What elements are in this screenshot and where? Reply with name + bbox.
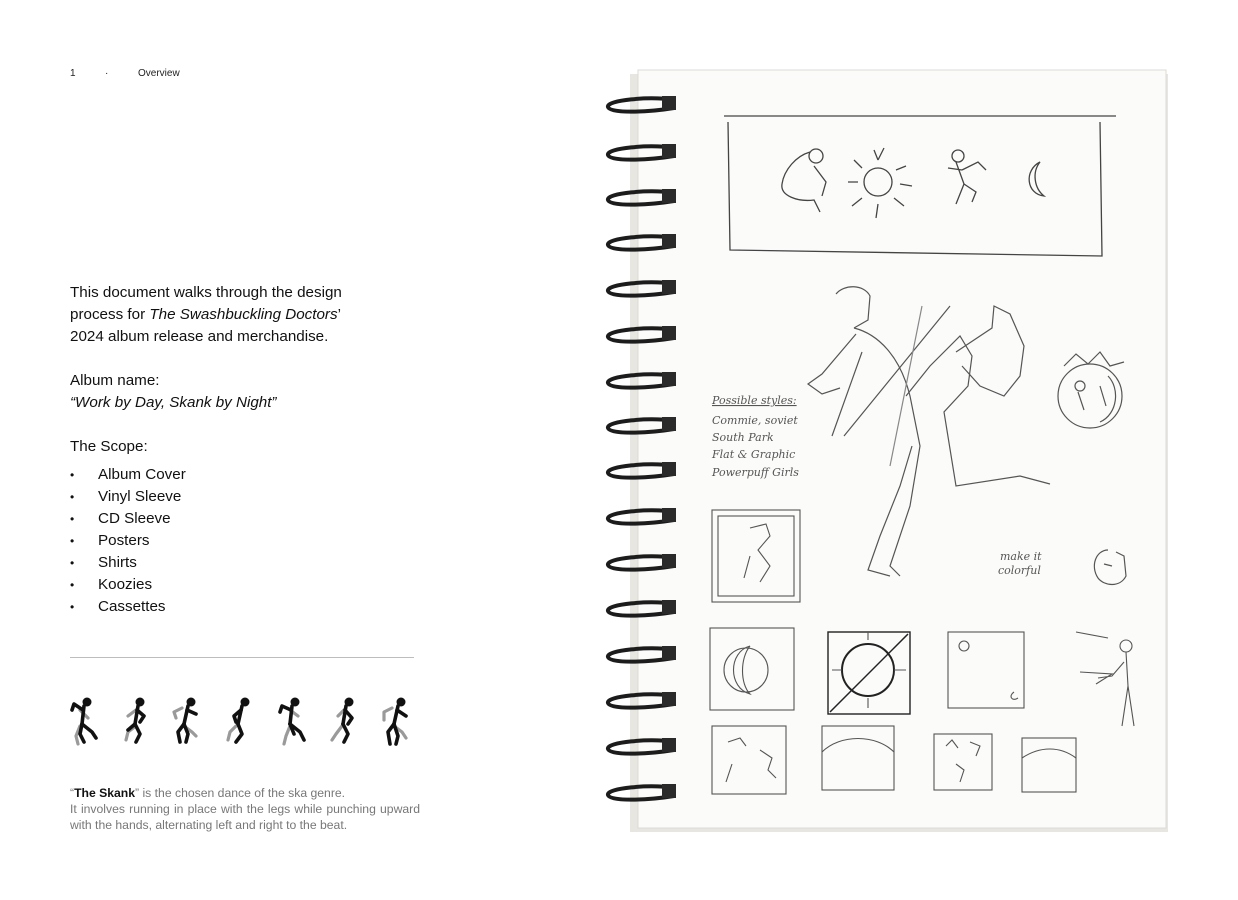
intro-line-1: This document walks through the design: [70, 284, 342, 301]
dancer-figure-7: [384, 698, 406, 745]
sketchbook-photo: [600, 66, 1172, 836]
notes-item: Flat & Graphic: [712, 448, 796, 461]
colorful-note-line-1: make it: [1000, 550, 1042, 563]
divider: [70, 657, 414, 658]
band-name: The Swashbuckling Doctors: [149, 306, 338, 323]
dancer-figure-3: [174, 698, 196, 743]
notes-item: Powerpuff Girls: [712, 466, 799, 479]
scope-item: • Vinyl Sleeve: [70, 486, 400, 508]
page-number: 1: [70, 68, 76, 79]
header-separator: ·: [105, 68, 109, 79]
caption-term: The Skank: [74, 786, 136, 800]
caption-line-2: It involves running in place with the legs while punching upward with the hands, alternating left and right to the beat.: [70, 802, 420, 832]
scope-item: • Koozies: [70, 574, 400, 596]
section-title: Overview: [138, 68, 180, 79]
scope-list: [70, 464, 400, 618]
notes-item: South Park: [712, 431, 774, 444]
intro-block: [70, 282, 400, 618]
notes-item: Commie, soviet: [712, 414, 798, 427]
caption-line-1-rest: ” is the chosen dance of the ska genre.: [135, 786, 346, 800]
dancer-figure-1: [72, 698, 96, 745]
caption-open-quote: “: [70, 786, 75, 800]
intro-line-2-prefix: process for: [70, 306, 150, 323]
album-name-text: “Work by Day, Skank by Night”: [70, 394, 277, 411]
scope-item: • CD Sleeve: [70, 508, 400, 530]
scope-item: • Cassettes: [70, 596, 400, 618]
dancer-figure-6: [332, 698, 354, 743]
dancer-figure-4: [228, 698, 250, 743]
skank-dance-sequence: [66, 696, 418, 752]
scope-item: • Shirts: [70, 552, 400, 574]
dancer-figure-5: [280, 698, 304, 745]
intro-line-3: 2024 album release and merchandise.: [70, 328, 329, 345]
intro-line-2-suffix: ’: [337, 306, 341, 323]
colorful-note: [998, 550, 1042, 577]
notes-title: Possible styles:: [712, 394, 797, 407]
scope-item: • Posters: [70, 530, 400, 552]
scope-label: The Scope:: [70, 438, 148, 455]
caption-line-1: [70, 785, 420, 801]
album-name: [70, 392, 400, 414]
intro-line-2: [70, 304, 400, 326]
colorful-note-line-2: colorful: [998, 564, 1041, 577]
album-label: Album name:: [70, 372, 160, 389]
skank-caption: [70, 785, 420, 833]
dancer-figure-2: [126, 698, 145, 743]
scope-item: • Album Cover: [70, 464, 400, 486]
